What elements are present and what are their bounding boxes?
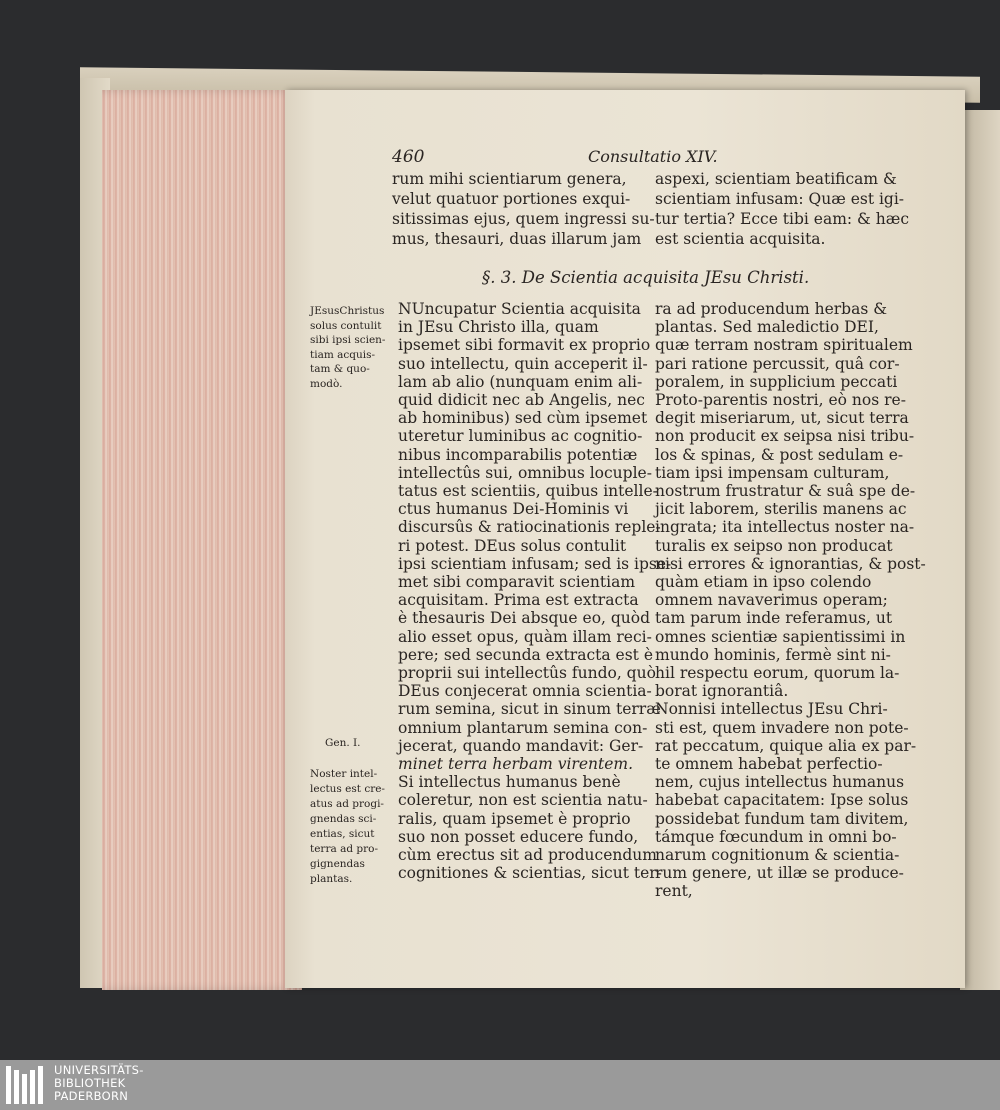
library-name-line: PADERBORN — [54, 1089, 129, 1103]
footer-bar — [0, 1060, 1000, 1110]
text-line: entias, sicut — [310, 828, 375, 840]
text-line: ipsemet sibi formavit ex proprio — [398, 336, 651, 355]
text-line: mundo hominis, fermè sint ni- — [655, 645, 891, 664]
text-line: ab hominibus) sed cùm ipsemet — [398, 409, 648, 428]
text-line: tatus est scientiis, quibus intelle- — [398, 482, 658, 500]
text-line: jicit laborem, sterilis manens ac — [655, 500, 907, 519]
text-line: jecerat, quando mandavit: Ger- — [398, 736, 644, 755]
text-line: velut quatuor portiones exqui- — [392, 190, 631, 208]
text-line: uteretur luminibus ac cognitio- — [398, 427, 643, 446]
text-line: tur tertia? Ecce tibi eam: & hæc — [655, 210, 910, 228]
text-line: possidebat fundum tam divitem, — [655, 809, 909, 828]
text-line: ra ad producendum herbas & — [655, 300, 888, 318]
text-line: rum mihi scientiarum genera, — [392, 170, 627, 188]
text-line: rum genere, ut illæ se produce- — [655, 864, 904, 883]
text-line: gignendas — [310, 858, 365, 870]
text-line: ralis, quam ipsemet è proprio — [398, 809, 631, 828]
text-line: plantas. — [310, 873, 353, 885]
text-line: rum semina, sicut in sinum terræ — [398, 700, 661, 719]
text-line: quid didicit nec ab Angelis, nec — [398, 391, 645, 409]
text-line: los & spinas, & post sedulam e- — [655, 445, 904, 464]
text-line: sti est, quem invadere non pote- — [655, 718, 909, 737]
text-line: tam & quo- — [310, 363, 370, 375]
text-line: coleretur, non est scientia natu- — [398, 791, 648, 810]
text-line: turalis ex seipso non producat — [655, 536, 893, 555]
text-line: proprii sui intellectûs fundo, quò — [398, 664, 656, 682]
text-line: NUncupatur Scientia acquisita — [398, 300, 641, 318]
text-line: pari ratione percussit, quâ cor- — [655, 354, 900, 373]
text-line: Nonnisi intellectus JEsu Chri- — [655, 700, 888, 719]
text-line: pere; sed secunda extracta est è — [398, 645, 653, 664]
text-line: cùm erectus sit ad producendum — [398, 846, 657, 864]
text-line: Proto-parentis nostri, eò nos re- — [655, 391, 906, 409]
text-line: suo intellectu, quin acceperit il- — [398, 354, 648, 373]
text-line: rat peccatum, quique alia ex par- — [655, 736, 917, 755]
text-line: solus contulit — [310, 319, 382, 332]
text-line: terra ad pro- — [310, 843, 378, 855]
text-line: nisi errores & ignorantias, & post- — [655, 554, 926, 573]
page-edges — [102, 90, 302, 990]
text-line: lam ab alio (nunquam enim ali- — [398, 372, 643, 391]
text-line: modò. — [310, 377, 343, 390]
text-line: ipsi scientiam infusam; sed is ipse- — [398, 554, 672, 573]
text-line: est scientia acquisita. — [655, 230, 826, 248]
text-line: ri potest. DEus solus contulit — [398, 536, 627, 555]
text-line: hil respectu eorum, quorum la- — [655, 664, 900, 682]
text-line: in JEsu Christo illa, quam — [398, 318, 599, 337]
text-line: acquisitam. Prima est extracta — [398, 591, 639, 610]
library-name-line: BIBLIOTHEK — [54, 1076, 126, 1090]
library-logo-icon — [6, 1066, 46, 1104]
text-line: quàm etiam in ipso colendo — [655, 573, 872, 591]
text-line: borat ignorantiâ. — [655, 682, 789, 701]
text-line: rent, — [655, 882, 693, 901]
text-line: atus ad progi- — [310, 798, 384, 810]
text-line: nem, cujus intellectus humanus — [655, 773, 905, 792]
text-line: gnendas sci- — [310, 813, 377, 825]
text-line: sibi ipsi scien- — [310, 334, 386, 346]
text-line: discursûs & ratiocinationis reple- — [398, 518, 661, 537]
text-line: omnes scientiæ sapientissimi in — [655, 627, 906, 646]
facing-page-edge — [960, 110, 1000, 990]
text-line: minet terra herbam virentem. — [398, 755, 634, 773]
text-line: DEus conjecerat omnia scientia- — [398, 682, 652, 701]
text-line: met sibi comparavit scientiam — [398, 573, 636, 591]
text-line: tiam acquis- — [310, 348, 376, 361]
text-line: tiam ipsi impensam culturam, — [655, 463, 890, 482]
text-line: habebat capacitatem: Ipse solus — [655, 791, 909, 810]
text-line: è thesauris Dei absque eo, quòd — [398, 609, 651, 628]
text-line: nostrum frustratur & suâ spe de- — [655, 482, 916, 500]
library-name — [54, 1064, 144, 1103]
text-line: alio esset opus, quàm illam reci- — [398, 627, 652, 646]
page-number: 460 — [392, 147, 425, 167]
text-line: Noster intel- — [310, 768, 378, 780]
text-line: sitissimas ejus, quem ingressi su- — [392, 210, 655, 228]
text-line: degit miseriarum, ut, sicut terra — [655, 409, 909, 428]
text-line: lectus est cre- — [310, 783, 385, 795]
text-line: Gen. I. — [325, 737, 361, 749]
text-line: narum cognitionum & scientia- — [655, 846, 900, 864]
text-line: omnium plantarum semina con- — [398, 718, 648, 737]
text-line: Si intellectus humanus benè — [398, 773, 621, 792]
text-line: suo non posset educere fundo, — [398, 827, 639, 846]
text-line: nibus incomparabilis potentiæ — [398, 445, 638, 464]
text-line: poralem, in supplicium peccati — [655, 372, 898, 391]
text-line: scientiam infusam: Quæ est igi- — [655, 190, 905, 208]
library-name-line: UNIVERSITÄTS- — [54, 1063, 144, 1077]
text-line: aspexi, scientiam beatificam & — [655, 170, 897, 188]
text-line: ctus humanus Dei-Hominis vi — [398, 500, 629, 519]
text-line: quæ terram nostram spiritualem — [655, 336, 913, 355]
text-line: te omnem habebat perfectio- — [655, 755, 883, 773]
text-line: ingrata; ita intellectus noster na- — [655, 518, 915, 537]
text-line: intellectûs sui, omnibus locuple- — [398, 463, 652, 482]
text-line: cognitiones & scientias, sicut ter- — [398, 864, 662, 883]
text-line: non producit ex seipsa nisi tribu- — [655, 427, 915, 446]
text-line: plantas. Sed maledictio DEI, — [655, 318, 879, 337]
text-line: támque fœcundum in omni bo- — [655, 827, 897, 846]
text-line: mus, thesauri, duas illarum jam — [392, 230, 642, 248]
text-line: JEsusChristus — [310, 305, 385, 317]
text-line: tam parum inde referamus, ut — [655, 609, 893, 628]
section-heading: §. 3. De Scientia acquisita JEsu Christi. — [482, 268, 810, 287]
running-title: Consultatio XIV. — [588, 147, 718, 166]
text-line: omnem navaverimus operam; — [655, 591, 888, 610]
